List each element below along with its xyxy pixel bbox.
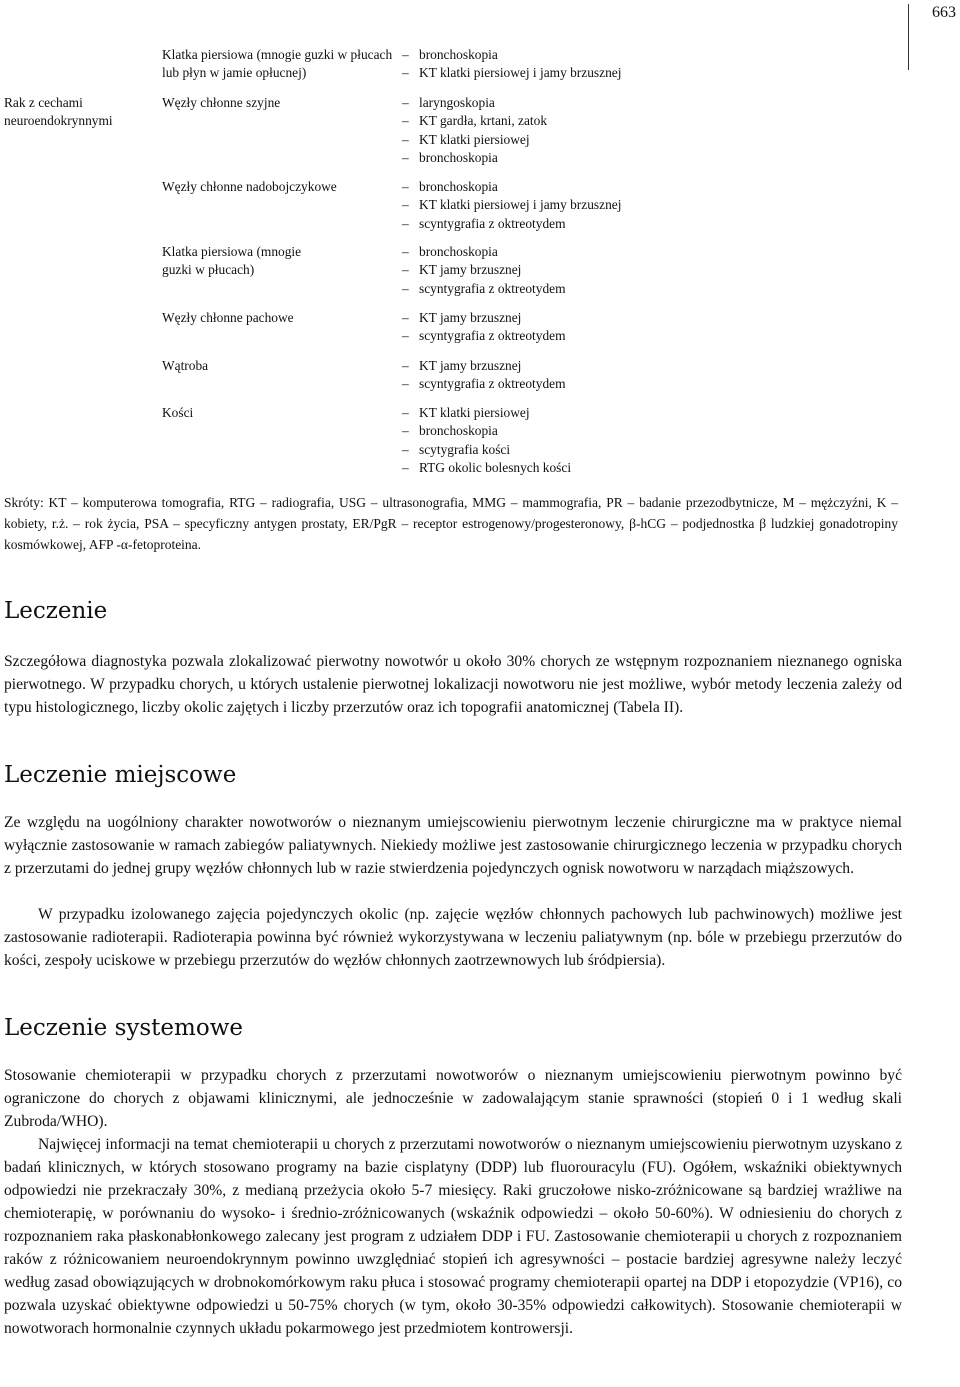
table-cell-procedures: – laryngoskopia – KT gardła, krtani, zatok – KT klatki piersiowej – bronchoskopia bbox=[402, 95, 548, 165]
paragraph: Szczegółowa diagnostyka pozwala zlokalizować pierwotny nowotwór u około 30% chorych ze wstępnym rozpoznaniem nieznanego ogniska pierwotnego. W przypadku chorych, u których ustalenie pierwotnej lokalizacji nowotworu nie jest możliwe, wybór metody leczenia zależy od typu histologicznego, liczby okolic zajętych i liczby przerzutów oraz ich topografii anatomicznej (Tabela II). bbox=[4, 653, 902, 716]
table-cell-site: Węzły chłonne szyjne bbox=[162, 95, 281, 110]
table-cell-site: Kości bbox=[162, 405, 194, 420]
table-cell-site: Węzły chłonne pachowe bbox=[162, 310, 294, 325]
table-cell-procedures: – bronchoskopia – KT klatki piersiowej i jamy brzusznej bbox=[402, 47, 622, 81]
table-cell-procedures: – bronchoskopia – KT klatki piersiowej i jamy brzusznej – scyntygrafia z oktreotydem bbox=[402, 179, 622, 231]
table-cell-procedures: – bronchoskopia – KT jamy brzusznej – scyntygrafia z oktreotydem bbox=[402, 244, 566, 296]
section-heading-leczenie: Leczenie bbox=[4, 598, 108, 624]
table-cell-procedures: – KT jamy brzusznej – scyntygrafia z oktreotydem bbox=[402, 358, 566, 392]
table-cell-site: Klatka piersiowa (mnogie guzki w płucach) bbox=[162, 244, 302, 278]
paragraph: Stosowanie chemioterapii w przypadku chorych z przerzutami nowotworów o nieznanym umiejscowieniu pierwotnym powinno być ograniczone do chorych z objawami klinicznymi, ale jednocześnie w zadowalającym stanie sprawności (stopień 0 i 1 według skali Zubroda/WHO). bbox=[4, 1067, 902, 1130]
paragraph: Najwięcej informacji na temat chemioterapii u chorych z przerzutami nowotworów o nieznanym umiejscowieniu pierwotnym uzyskano z badań klinicznych, w których stosowano programy na bazie cisplatyny (DDP) lub fluorouracylu (FU). Ogółem, wskaźniki obiektywnych odpowiedzi nie przekraczały 30%, z medianą przeżycia około 5-7 miesięcy. Raki gruczołowe nisko-zróżnicowane są bardziej wrażliwe na chemioterapię, w porównaniu do wysoko- i średnio-zróżnicowanych (wskaźnik odpowiedzi – około 50-60%). W odniesieniu do chorych z rozpoznaniem raka płaskonabłonkowego zalecany jest program z udziałem DDP i FU. Zastosowanie chemioterapii u chorych z rozpoznaniem raków z różnicowaniem neuroendokrynnym powinno uwzględniać stopień ich agresywności – postacie bardziej agresywne należy leczyć według zasad obowiązujących w drobnokomórkowym raku płuca i stosować programy chemioterapii opartej na DDP i etopozydzie (VP16), co pozwala uzyskać obiektywne odpowiedzi u 50-75% chorych (w tym, około 30-35% odpowiedzi całkowitych). Stosowanie chemioterapii w nowotworach hormonalnie czynnych układu pokarmowego jest przedmiotem kontrowersji. bbox=[4, 1136, 902, 1337]
abbreviations-note: Skróty: KT – komputerowa tomografia, RTG – radiografia, USG – ultrasonografia, MMG – mammografia, PR – badanie przezodbytnicze, M – mężczyźni, K – kobiety, r.ż. – rok życia, PSA – specyficzny antygen prostaty, ER/PgR – receptor estrogenowy/progesteronowy, β-hCG – podjednostka β ludzkiej gonadotropiny kosmówkowej, AFP -α-fetoproteina. bbox=[4, 495, 898, 552]
page-number: 663 bbox=[908, 4, 960, 70]
table-cell-category: Rak z cechami neuroendokrynnymi bbox=[4, 95, 113, 129]
section-heading-leczenie-systemowe: Leczenie systemowe bbox=[4, 1015, 243, 1041]
table-cell-procedures: – KT jamy brzusznej – scyntygrafia z oktreotydem bbox=[402, 310, 566, 344]
table-cell-site: Klatka piersiowa (mnogie guzki w płucach lub płyn w jamie opłucnej) bbox=[162, 47, 393, 81]
table-cell-procedures: – KT klatki piersiowej – bronchoskopia – scytygrafia kości – RTG okolic bolesnych kości bbox=[402, 405, 572, 475]
table-cell-site: Wątroba bbox=[162, 358, 209, 373]
section-heading-leczenie-miejscowe: Leczenie miejscowe bbox=[4, 762, 237, 788]
paragraph: Ze względu na uogólniony charakter nowotworów o nieznanym umiejscowieniu pierwotnym leczenie chirurgiczne ma w praktyce niemal wyłącznie zastosowanie w ramach zabiegów paliatywnych. Niekiedy możliwe jest zastosowanie chirurgicznego leczenia w przypadku chorych z przerzutami do jednej grupy węzłów chłonnych lub w razie stwierdzenia pojedynczych ognisk nowotworu w narządach miąższowych. bbox=[4, 814, 902, 877]
table-cell-site: Węzły chłonne nadobojczykowe bbox=[162, 179, 337, 194]
paragraph: W przypadku izolowanego zajęcia pojedynczych okolic (np. zajęcie węzłów chłonnych pachowych lub pachwinowych) możliwe jest zastosowanie radioterapii. Radioterapia powinna być również wykorzystywana w leczeniu paliatywnym (np. bóle w przebiegu przerzutów do kości, zespoły uciskowe w przebiegu przerzutów do węzłów chłonnych zaotrzewnowych lub śródpiersia). bbox=[4, 906, 902, 969]
